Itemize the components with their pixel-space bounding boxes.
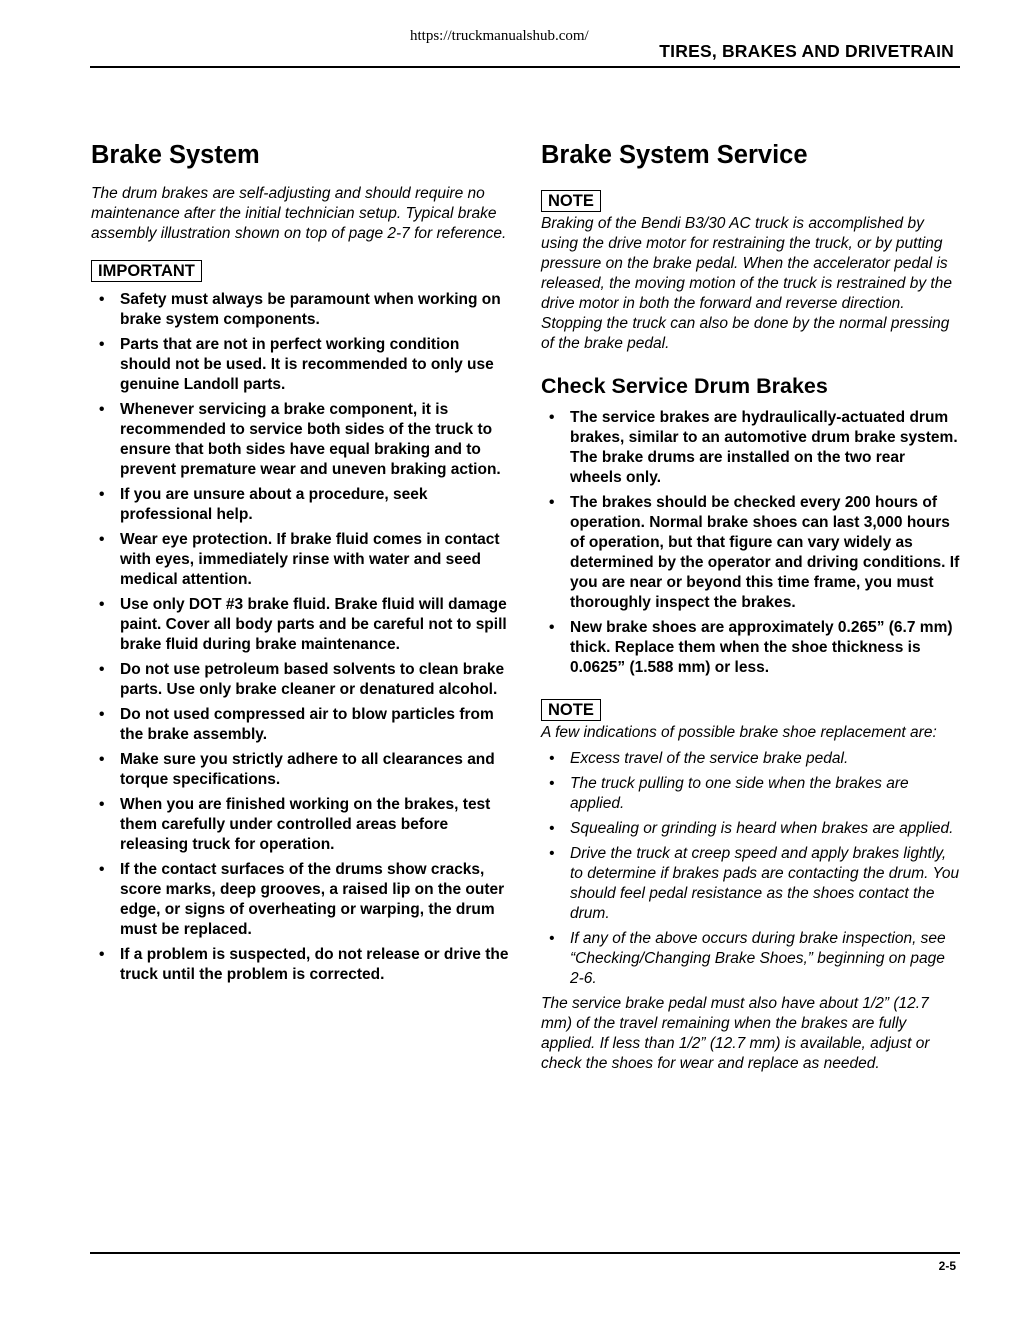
list-item: • When you are finished working on the brakes, test them carefully under controlled areas before releasing truck for operation.: [99, 796, 491, 853]
list-item: • The service brakes are hydraulically-actuated drum brakes, similar to an automotive drum brake system. The brake drums are installed on the two rear wheels only.: [549, 409, 958, 486]
list-item: • Use only DOT #3 brake fluid. Brake fluid will damage paint. Cover all body parts and be careful not to spill brake fluid during brake maintenance.: [99, 596, 507, 653]
right-column: [541, 138, 961, 1074]
replacement-indications-list: [541, 749, 961, 989]
list-item: • Squealing or grinding is heard when brakes are applied.: [549, 820, 954, 837]
closing-text: The service brake pedal must also have about 1/2” (12.7 mm) of the travel remaining when the brakes are fully applied. If less than 1/2” (12.7 mm) is available, adjust or check the shoes for wear and replace as needed.: [541, 995, 930, 1072]
footer-rule: [90, 1252, 960, 1254]
important-list: [91, 290, 511, 985]
brake-system-heading: Brake System: [91, 141, 260, 169]
note-text: Braking of the Bendi B3/30 AC truck is accomplished by using the drive motor for restraining the truck, or by putting pressure on the brake pedal. When the accelerator pedal is released, the moving motion of the truck is restrained by the drive motor in both the forward and reverse direction. Stopping the truck can also be done by the normal pressing of the brake pedal.: [541, 215, 952, 352]
important-label: IMPORTANT: [91, 260, 202, 282]
page-number: 2-5: [938, 1259, 956, 1273]
section-title: TIRES, BRAKES AND DRIVETRAIN: [659, 41, 954, 61]
list-item: • Wear eye protection. If brake fluid comes in contact with eyes, immediately rinse with water and seed medical attention.: [99, 531, 500, 588]
list-item: • Whenever servicing a brake component, it is recommended to service both sides of the truck to ensure that both sides have equal braking and to prevent premature wear and uneven braking action.: [99, 401, 501, 478]
list-item: • Parts that are not in perfect working condition should not be used. It is recommended to only use genuine Landoll parts.: [99, 336, 494, 393]
list-item: • Do not use petroleum based solvents to clean brake parts. Use only brake cleaner or denatured alcohol.: [99, 661, 505, 698]
left-column: [91, 138, 511, 990]
brake-service-heading: Brake System Service: [541, 141, 808, 169]
list-item: • If a problem is suspected, do not release or drive the truck until the problem is corrected.: [99, 946, 509, 983]
source-url: https://truckmanualshub.com/: [410, 28, 589, 44]
brake-system-intro: The drum brakes are self-adjusting and should require no maintenance after the initial technician setup. Typical brake assembly illustration shown on top of page 2-7 for reference.: [91, 185, 507, 242]
list-item: • The brakes should be checked every 200 hours of operation. Normal brake shoes can last 3,000 hours of operation, but that figure can vary widely as determined by the operator and driving conditions. If you are near or beyond this time frame, you must thoroughly inspect the brakes.: [549, 494, 960, 611]
header-rule: [90, 66, 960, 68]
list-item: • If the contact surfaces of the drums show cracks, score marks, deep grooves, a raised lip on the outer edge, or signs of overheating or warping, the drum must be replaced.: [99, 861, 505, 938]
note-label-2: NOTE: [541, 699, 601, 721]
list-item: • If any of the above occurs during brake inspection, see “Checking/Changing Brake Shoes,” beginning on page 2-6.: [549, 930, 946, 987]
list-item: • Drive the truck at creep speed and apply brakes lightly, to determine if brakes pads are contacting the drum. You should feel pedal resistance as the shoes contact the drum.: [549, 845, 960, 922]
list-item: • The truck pulling to one side when the brakes are applied.: [549, 775, 909, 812]
list-item: • If you are unsure about a procedure, seek professional help.: [99, 486, 428, 523]
note-label: NOTE: [541, 190, 601, 212]
check-drum-brakes-heading: Check Service Drum Brakes: [541, 374, 828, 398]
list-item: • New brake shoes are approximately 0.265” (6.7 mm) thick. Replace them when the shoe thickness is 0.0625” (1.588 mm) or less.: [549, 619, 953, 676]
list-item: • Excess travel of the service brake pedal.: [549, 750, 849, 767]
list-item: • Do not used compressed air to blow particles from the brake assembly.: [99, 706, 494, 743]
list-item: • Safety must always be paramount when working on brake system components.: [99, 291, 501, 328]
drum-brakes-list: [541, 408, 961, 678]
list-item: • Make sure you strictly adhere to all clearances and torque specifications.: [99, 751, 495, 788]
note-text-2: A few indications of possible brake shoe replacement are:: [541, 724, 937, 741]
